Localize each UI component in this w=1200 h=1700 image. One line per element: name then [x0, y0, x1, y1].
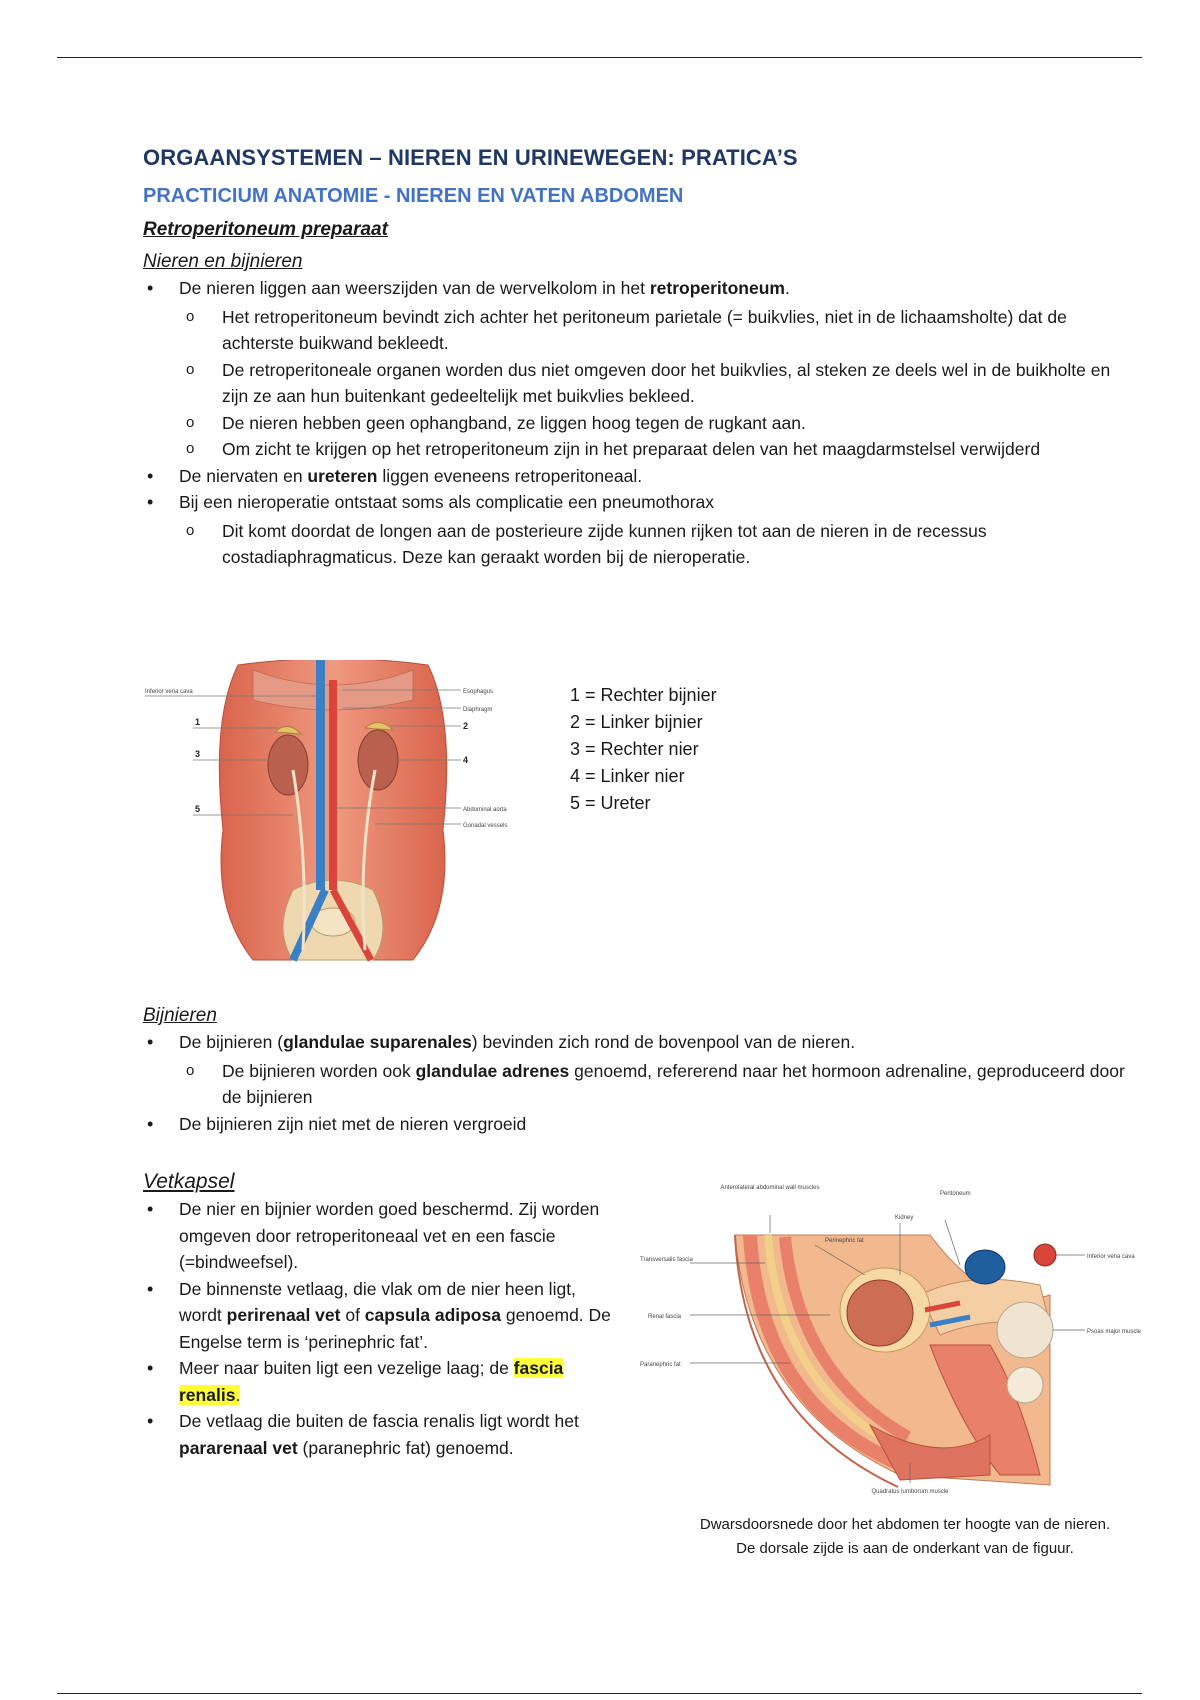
fig2-label: Psoas major muscle	[1087, 1329, 1142, 1335]
fig1-label: Diaphragm	[463, 707, 493, 713]
fig2-label: Anterolateral abdominal wall muscles	[720, 1185, 820, 1191]
bijnieren-section	[143, 1005, 1133, 1137]
legend-item: 2 = Linker bijnier	[570, 712, 703, 732]
cross-section-figure	[640, 1175, 1170, 1505]
fig2-label: Quadratus lumborum muscle	[871, 1489, 949, 1495]
fig1-label: 4	[463, 755, 469, 765]
list-item: o De bijnieren worden ook glandulae adrenes genoemd, refererend naar het hormoon adrenaline, geproduceerd door de bijnieren	[143, 1058, 1133, 1111]
list-item: o Om zicht te krijgen op het retroperitoneum zijn in het preparaat delen van het maagdarmstelsel verwijderd	[143, 436, 1133, 463]
fig1-label: Esophagus	[463, 689, 494, 695]
list-item: • De nier en bijnier worden goed beschermd. Zij worden omgeven door retroperitoneaal vet en een fascie (=bindweefsel).	[143, 1196, 613, 1276]
legend-item: 5 = Ureter	[570, 793, 651, 813]
fig1-label: 2	[463, 721, 469, 731]
list-item: o De nieren hebben geen ophangband, ze liggen hoog tegen de rugkant aan.	[143, 410, 1133, 437]
vetkapsel-list	[143, 1196, 613, 1461]
page-subtitle: PRACTICIUM ANATOMIE - NIEREN EN VATEN ABDOMEN	[143, 185, 684, 207]
vetkapsel-section	[143, 1170, 613, 1461]
fig2-label: Peritoneum	[940, 1191, 971, 1197]
list-item: • Meer naar buiten ligt een vezelige laag; de fascia renalis.	[143, 1355, 613, 1408]
fig2-label: Kidney	[895, 1215, 914, 1221]
fig2-label: Perinephric fat	[825, 1238, 864, 1244]
fig1-label: 3	[195, 749, 201, 759]
list-item: o Het retroperitoneum bevindt zich achter het peritoneum parietale (= buikvlies, niet in de lichaamsholte) dat de achterste buikwand bekleedt.	[143, 304, 1133, 357]
list-item: • De bijnieren zijn niet met de nieren vergroeid	[143, 1111, 1133, 1138]
main-content	[143, 145, 1133, 571]
page-title: ORGAANSYSTEMEN – NIEREN EN URINEWEGEN: PRATICA’S	[143, 145, 798, 170]
list-item: • De bijnieren (glandulae suparenales) bevinden zich rond de bovenpool van de nieren. o De bijnieren worden ook glandulae adrenes genoemd, refererend naar het hormoon adrenaline, geproduceerd door de bijnieren	[143, 1029, 1133, 1111]
vetkapsel-heading: Vetkapsel	[143, 1170, 235, 1193]
list-item: • De binnenste vetlaag, die vlak om de nier heen ligt, wordt perirenaal vet of capsula adiposa genoemd. De Engelse term is ‘perinephric fat’.	[143, 1276, 613, 1356]
fig1-label: 1	[195, 717, 201, 727]
retroperitoneum-figure	[143, 660, 523, 980]
fig1-label: Inferior vena cava	[145, 689, 193, 695]
fig1-label: Gonadal vessels	[463, 823, 508, 829]
highlighted-term: fascia renalis	[179, 1358, 564, 1405]
list-item: o Dit komt doordat de longen aan de posterieure zijde kunnen rijken tot aan de nieren in de recessus costadiaphragmaticus. Deze kan geraakt worden bij de nieroperatie.	[143, 518, 1133, 571]
caption-line: Dwarsdoorsnede door het abdomen ter hoogte van de nieren.	[699, 1516, 1111, 1533]
fig2-label: Transversalis fascia	[640, 1257, 693, 1263]
legend-item: 1 = Rechter bijnier	[570, 685, 717, 705]
list-item: • De niervaten en ureteren liggen eveneens retroperitoneaal.	[143, 463, 1133, 490]
figure-caption	[640, 1513, 1170, 1561]
fig2-label: Inferior vena cava	[1087, 1254, 1135, 1260]
legend-item: 3 = Rechter nier	[570, 739, 699, 759]
fig1-label: 5	[195, 804, 201, 814]
fig2-label: Renal fascia	[648, 1314, 682, 1320]
nieren-sublist	[179, 304, 1133, 463]
fig2-label: Paranephric fat	[640, 1362, 681, 1368]
bijnieren-sublist	[179, 1058, 1133, 1111]
header-rule	[57, 57, 1142, 58]
legend-item: 4 = Linker nier	[570, 766, 685, 786]
pneumothorax-sublist	[179, 518, 1133, 571]
nieren-heading: Nieren en bijnieren	[143, 251, 303, 272]
list-item: • De vetlaag die buiten de fascia renalis ligt wordt het pararenaal vet (paranephric fat) genoemd.	[143, 1408, 613, 1461]
bijnieren-heading: Bijnieren	[143, 1005, 217, 1026]
list-item: • De nieren liggen aan weerszijden van de wervelkolom in het retroperitoneum. o Het retroperitoneum bevindt zich achter het peritoneum parietale (= buikvlies, niet in de lichaamsholte) dat de achterste buikwand bekleedt. o De retroperitoneale organen worden dus niet omgeven door het buikvlies, al steken ze deels wel in de buikholte en zijn ze aan hun buitenkant gedeeltelijk met buikvlies bekleed. o De nieren hebben geen ophangband, ze liggen hoog tegen de rugkant aan. o Om zicht te krijgen op het retroperitoneum zijn in het preparaat delen van het maagdarmstelsel verwijderd	[143, 275, 1133, 463]
list-item: o De retroperitoneale organen worden dus niet omgeven door het buikvlies, al steken ze deels wel in de buikholte en zijn ze aan hun buitenkant gedeeltelijk met buikvlies bekleed.	[143, 357, 1133, 410]
list-item: • Bij een nieroperatie ontstaat soms als complicatie een pneumothorax o Dit komt doordat de longen aan de posterieure zijde kunnen rijken tot aan de nieren in de recessus costadiaphragmaticus. Deze kan geraakt worden bij de nieroperatie.	[143, 489, 1133, 571]
footer-rule	[57, 1693, 1142, 1694]
nieren-list	[143, 275, 1133, 571]
bijnieren-list	[143, 1029, 1133, 1137]
fig1-label: Abdominal aorta	[463, 807, 507, 813]
caption-line: De dorsale zijde is aan de onderkant van de figuur.	[736, 1540, 1074, 1557]
figure-legend	[570, 682, 717, 817]
section-heading: Retroperitoneum preparaat	[143, 219, 388, 240]
